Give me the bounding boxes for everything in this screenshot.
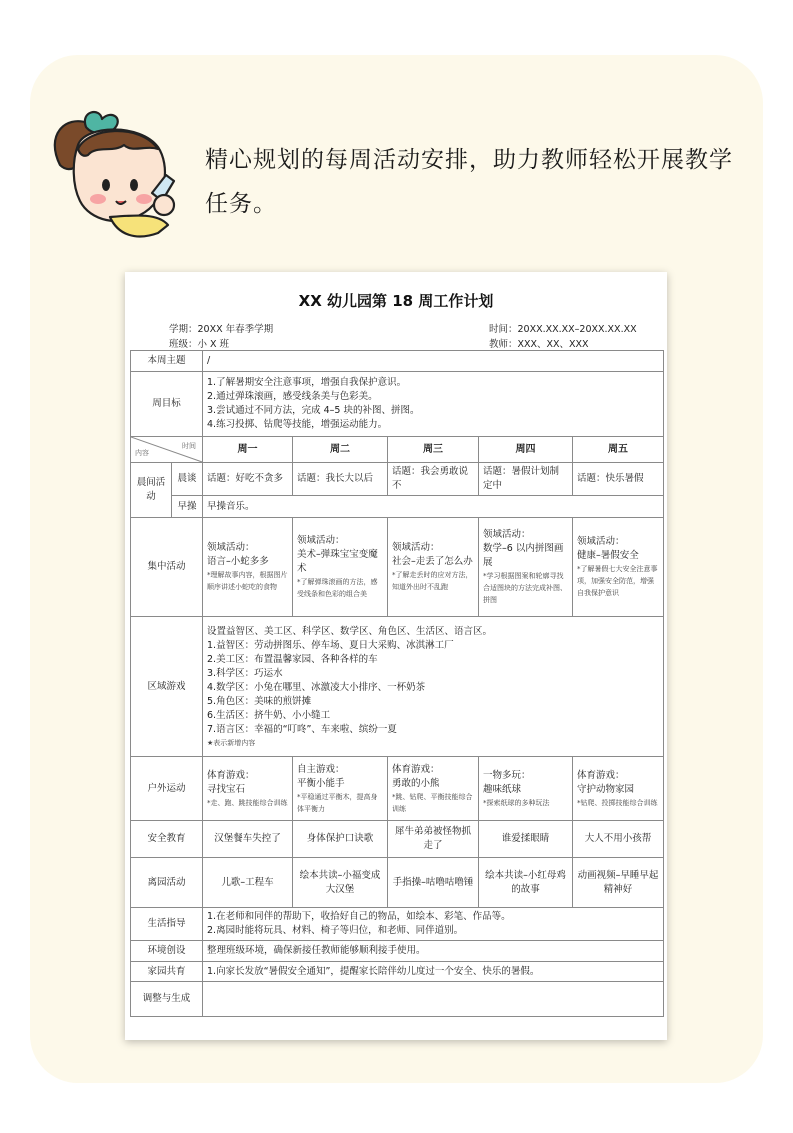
safety-row — [131, 821, 664, 858]
safety-item: 大人不用小孩帮 — [573, 821, 664, 858]
focus-cell — [203, 518, 293, 617]
outdoor-kind: 体育游戏： — [577, 769, 625, 781]
home-value: 1.向家长发放“暑假安全通知”，提醒家长陪伴幼儿度过一个安全、快乐的暑假。 — [203, 962, 664, 982]
theme-value: / — [203, 351, 664, 372]
goal-row — [131, 372, 664, 437]
focus-kind: 领域活动： — [207, 542, 255, 553]
area-item: 设置益智区、美工区、科学区、数学区、角色区、生活区、语言区。 — [207, 625, 493, 637]
term-text: 学期：20XX 年春季学期 — [169, 324, 274, 335]
focus-cell — [293, 518, 388, 617]
outdoor-kind: 自主游戏： — [297, 763, 345, 775]
day-header: 周一 — [203, 437, 293, 463]
morning-exercise-row — [131, 496, 664, 518]
focus-cell — [479, 518, 573, 617]
outdoor-cell — [388, 757, 479, 821]
sub-label: 早操 — [172, 496, 203, 518]
day-header-row — [131, 437, 664, 463]
focus-kind: 领域活动： — [392, 542, 440, 553]
focus-cell — [388, 518, 479, 617]
outdoor-row — [131, 757, 664, 821]
outdoor-cell — [573, 757, 664, 821]
goal-list — [203, 372, 664, 437]
outdoor-cell — [203, 757, 293, 821]
row-label: 安全教育 — [131, 821, 203, 858]
girl-mascot-icon — [40, 105, 190, 245]
outdoor-note: *走、跑、跳技能综合训练 — [207, 798, 288, 807]
safety-item: 汉堡餐车失控了 — [203, 821, 293, 858]
outdoor-kind: 一物多玩： — [483, 769, 531, 781]
adjust-value — [203, 982, 664, 1017]
corner-content-label: 内容 — [135, 449, 149, 457]
area-item: 5.角色区：美味的煎饼摊 — [207, 695, 312, 707]
outdoor-name: 勇敢的小熊 — [392, 777, 440, 789]
corner-time-label: 时间 — [182, 442, 197, 450]
adjust-row — [131, 982, 664, 1017]
morning-talk: 话题：快乐暑假 — [573, 463, 664, 496]
life-item: 2.离园时能将玩具、材料、椅子等归位，和老师、同伴道别。 — [207, 925, 464, 936]
row-label: 家园共育 — [131, 962, 203, 982]
theme-row — [131, 351, 664, 372]
outdoor-note: *平稳通过平衡木，提高身体平衡力 — [297, 792, 378, 813]
goal-item: 1.了解暑期安全注意事项，增强自我保护意识。 — [207, 377, 407, 388]
morning-talk-row — [131, 463, 664, 496]
outdoor-name: 守护动物家园 — [577, 783, 635, 795]
morning-talk: 话题：我长大以后 — [293, 463, 388, 496]
row-label: 调整与生成 — [131, 982, 203, 1017]
area-item: 4.数学区：小兔在哪里、冰激凌大小排序、一杯奶茶 — [207, 681, 426, 693]
safety-item: 犀牛弟弟被怪物抓走了 — [388, 821, 479, 858]
outdoor-note: *探索纸球的多种玩法 — [483, 798, 550, 807]
sub-label: 晨谈 — [172, 463, 203, 496]
leave-item: 动画视频–早睡早起精神好 — [573, 858, 664, 908]
row-label: 本周主题 — [131, 351, 203, 372]
headline-text: 精心规划的每周活动安排，助力教师轻松开展教学任务。 — [205, 147, 733, 217]
leave-item: 手指操–咕噜咕噜锤 — [388, 858, 479, 908]
morning-talk: 话题：好吃不贪多 — [203, 463, 293, 496]
day-header: 周四 — [479, 437, 573, 463]
row-label: 生活指导 — [131, 908, 203, 941]
focus-note: *理解故事内容，根据图片顺序讲述小蛇吃的食物 — [207, 571, 288, 591]
env-row — [131, 941, 664, 962]
leave-row — [131, 858, 664, 908]
day-header: 周五 — [573, 437, 664, 463]
goal-item: 4.练习投掷、钻爬等技能，增强运动能力。 — [207, 419, 388, 430]
safety-item: 身体保护口诀歌 — [293, 821, 388, 858]
goal-item: 2.通过弹珠滚画，感受线条美与色彩美。 — [207, 391, 378, 402]
outdoor-note: *钻爬、投掷技能综合训练 — [577, 798, 658, 807]
morning-talk: 话题：我会勇敢说不 — [388, 463, 479, 496]
row-label: 集中活动 — [131, 518, 203, 617]
leave-item: 儿歌–工程车 — [203, 858, 293, 908]
outdoor-name: 寻找宝石 — [207, 783, 246, 795]
focus-note: *学习根据图案和轮廓寻找合适图块的方法完成补图、拼图 — [483, 572, 568, 604]
outdoor-kind: 体育游戏： — [207, 769, 255, 781]
area-item: 3.科学区：巧运水 — [207, 667, 283, 679]
life-row — [131, 908, 664, 941]
focus-kind: 领域活动： — [577, 536, 625, 547]
day-header: 周三 — [388, 437, 479, 463]
area-item: 2.美工区：布置温馨家园、各种各样的车 — [207, 653, 378, 665]
morning-exercise: 早操音乐。 — [203, 496, 664, 518]
focus-name: 健康–暑假安全 — [577, 550, 639, 561]
outdoor-name: 趣味纸球 — [483, 783, 522, 795]
goal-item: 3.尝试通过不同方法，完成 4–5 块的补图、拼图。 — [207, 405, 420, 416]
focus-name: 语言–小蛇多多 — [207, 556, 269, 567]
time-text: 时间：20XX.XX.XX–20XX.XX.XX — [489, 324, 637, 335]
area-row — [131, 617, 664, 757]
focus-note: *了解走丢时的应对方法，知道外出时不乱跑 — [392, 571, 473, 591]
area-item: 6.生活区：挤牛奶、小小缝工 — [207, 709, 331, 721]
leave-item: 绘本共读–小红母鸡的故事 — [479, 858, 573, 908]
row-label: 周目标 — [131, 372, 203, 437]
life-item: 1.在老师和同伴的帮助下，收拾好自己的物品，如绘本、彩笔、作品等。 — [207, 911, 511, 922]
focus-note: *了解弹珠滚画的方法，感受线条和色彩的组合美 — [297, 578, 378, 598]
home-row — [131, 962, 664, 982]
focus-name: 社会–走丢了怎么办 — [392, 556, 473, 567]
plan-document — [125, 272, 667, 1040]
teacher-text: 教师：XXX、XX、XXX — [489, 339, 589, 350]
morning-talk: 话题：暑假计划制定中 — [479, 463, 573, 496]
focus-name: 美术–弹珠宝宝变魔术 — [297, 549, 378, 574]
day-header: 周二 — [293, 437, 388, 463]
outdoor-kind: 体育游戏： — [392, 763, 440, 775]
area-note: ★表示新增内容 — [207, 738, 256, 747]
row-label: 区域游戏 — [131, 617, 203, 757]
area-item: 1.益智区：劳动拼图乐、停车场、夏日大采购、冰淇淋工厂 — [207, 639, 454, 651]
doc-title: XX 幼儿园第 18 周工作计划 — [298, 292, 494, 310]
focus-note: *了解暑假七大安全注意事项，加强安全防范，增强自我保护意识 — [577, 565, 658, 597]
focus-cell — [573, 518, 664, 617]
outdoor-name: 平衡小能手 — [297, 777, 345, 789]
row-label: 晨间活动 — [131, 463, 172, 518]
focus-kind: 领域活动： — [297, 535, 345, 546]
outdoor-note: *跳、钻爬、平衡技能综合训练 — [392, 792, 473, 813]
focus-name: 数学–6 以内拼图画展 — [483, 543, 564, 568]
area-list — [203, 617, 664, 757]
class-text: 班级：小 X 班 — [169, 339, 230, 350]
area-item: 7.语言区：幸福的“叮咚”、车来啦、缤纷一夏 — [207, 723, 397, 735]
safety-item: 谁爱揉眼睛 — [479, 821, 573, 858]
row-label: 户外运动 — [131, 757, 203, 821]
life-list — [203, 908, 664, 941]
outdoor-cell — [293, 757, 388, 821]
row-label: 离园活动 — [131, 858, 203, 908]
leave-item: 绘本共读–小福变成大汉堡 — [293, 858, 388, 908]
corner-cell — [131, 437, 203, 463]
env-value: 整理班级环境，确保新接任教师能够顺利接手使用。 — [203, 941, 664, 962]
row-label: 环境创设 — [131, 941, 203, 962]
plan-table — [130, 350, 664, 1017]
focus-kind: 领域活动： — [483, 529, 531, 540]
outdoor-cell — [479, 757, 573, 821]
focus-row — [131, 518, 664, 617]
